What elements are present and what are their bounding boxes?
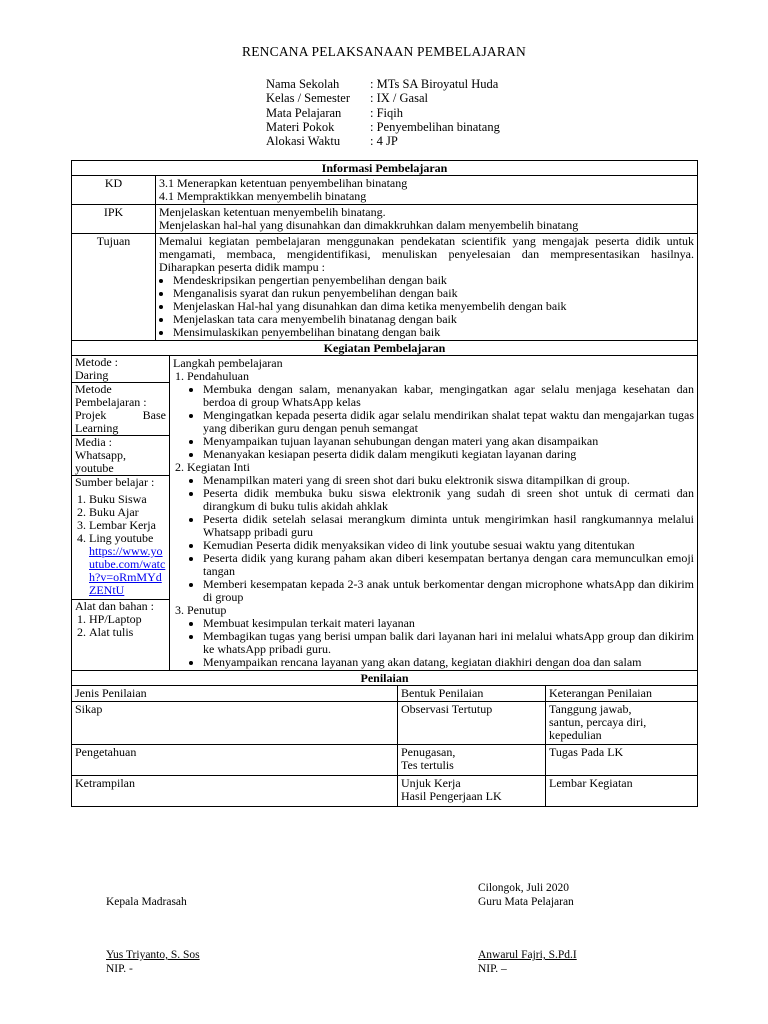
langkah-title: Langkah pembelajaran xyxy=(173,356,283,370)
list-item: • Menjelaskan tata cara menyembelih binatanag dengan baik xyxy=(173,313,694,326)
metode-value: Daring xyxy=(75,368,109,382)
metode-box xyxy=(72,356,169,383)
list-item: 1. Buku Siswa xyxy=(89,493,166,506)
sumber-label: Sumber belajar : xyxy=(75,475,155,489)
kegiatan-side xyxy=(72,356,170,671)
list-item: • Menjelaskan Hal-hal yang disunahkan dan dima ketika menyembelih dengan baik xyxy=(173,300,694,313)
info-heading: Informasi Pembelajaran xyxy=(72,161,698,176)
table-row xyxy=(72,776,698,807)
table-cell xyxy=(398,776,546,807)
alat-list xyxy=(75,613,166,639)
sumber-box xyxy=(72,476,169,600)
table-row xyxy=(72,702,698,745)
table-cell xyxy=(398,745,546,776)
langkah-content xyxy=(170,356,698,671)
tujuan-label: Tujuan xyxy=(72,234,156,341)
identity-row xyxy=(266,134,500,148)
identity-row xyxy=(266,77,500,91)
langkah-section xyxy=(187,604,694,669)
identity-value: : Penyembelihan binatang xyxy=(370,119,500,134)
kegiatan-heading: Kegiatan Pembelajaran xyxy=(72,341,698,356)
table-cell xyxy=(546,776,698,807)
cell-line: Hasil Pengerjaan LK xyxy=(401,789,502,803)
identity-value: : MTs SA Biroyatul Huda xyxy=(370,77,499,91)
media-label: Media : xyxy=(75,435,112,449)
ipk-content xyxy=(156,205,698,234)
ipk-line: Menjelaskan hal-hal yang disunahkan dan dimakkruhkan dalam menyembelih binatang xyxy=(159,218,579,232)
ipk-line: Menjelaskan ketentuan menyembelih binatang. xyxy=(159,205,386,219)
sumber-list xyxy=(75,493,166,597)
tujuan-text: Memalui kegiatan pembelajaran menggunakan pendekatan scientifik yang mengajak peserta didik untuk mengamati, membaca, mengidentifikasi, menuliskan penyelesaian dan mempresentasikan hasilnya. Diharapkan peserta didik mampu : xyxy=(159,234,694,274)
document-title: RENCANA PELAKSANAAN PEMBELAJARAN xyxy=(242,44,526,59)
section-bullets xyxy=(187,617,694,669)
list-item: • Peserta didik setelah selasai merangkum diminta untuk mengirimkan hasil rangkumannya melalui Whatsapp pribadi guru xyxy=(203,513,694,539)
langkah-list xyxy=(173,370,694,669)
table-cell: Sikap xyxy=(72,702,398,745)
list-item: 2. Alat tulis xyxy=(89,626,166,639)
kd-content xyxy=(156,176,698,205)
langkah-section xyxy=(187,370,694,461)
identity-value: : IX / Gasal xyxy=(370,91,428,106)
identity-label: Mata Pelajaran xyxy=(266,105,342,120)
media-box xyxy=(72,436,169,476)
list-item: • Kemudian Peserta didik menyaksikan video di link youtube sesuai waktu yang ditentukan xyxy=(203,539,694,552)
section-bullets xyxy=(187,383,694,461)
cell-line: Tanggung jawab, xyxy=(549,702,632,716)
identity-label: Materi Pokok xyxy=(266,119,335,134)
section-bullets xyxy=(187,474,694,604)
identity-row xyxy=(266,120,500,134)
identity-label: Kelas / Semester xyxy=(266,91,351,106)
cell-line: Lembar Kegiatan xyxy=(549,776,633,790)
identity-row xyxy=(266,106,500,120)
section-title: Penutup xyxy=(187,603,227,617)
metode-label: Metode : xyxy=(75,355,118,369)
alat-label: Alat dan bahan : xyxy=(75,599,154,613)
identity-value: : 4 JP xyxy=(370,134,398,149)
tujuan-list xyxy=(159,274,694,339)
left-role: Kepala Madrasah xyxy=(106,896,187,908)
cell-line: Penugasan, xyxy=(401,745,456,759)
section-title: Kegiatan Inti xyxy=(187,460,250,474)
place-date: Cilongok, Juli 2020 xyxy=(478,882,570,894)
list-item: • Menanyakan kesiapan peserta didik dalam mengikuti kegiatan layanan daring xyxy=(203,448,694,461)
kd-line: 3.1 Menerapkan ketentuan penyembelihan binatang xyxy=(159,176,408,190)
right-nip: NIP. – xyxy=(478,963,507,975)
right-name: Anwarul Fajri, S.Pd.I xyxy=(478,949,577,961)
identity-row xyxy=(266,91,500,105)
table-cell xyxy=(398,702,546,745)
list-item: • Mengingatkan kepada peserta didik agar selalu mendirikan shalat tepat waktu dan mengajarkan tugas yang diberikan guru dengan penuh semangat xyxy=(203,409,694,435)
penilaian-heading: Penilaian xyxy=(72,671,698,686)
identity-label: Nama Sekolah xyxy=(266,77,340,91)
model-label: Metode Pembelajaran : xyxy=(75,382,147,409)
left-name: Yus Triyanto, S. Sos xyxy=(106,949,200,961)
list-item: • Membuat kesimpulan terkait materi layanan xyxy=(203,617,694,630)
list-item: • Menganalisis syarat dan rukun penyembelihan dengan baik xyxy=(173,287,694,300)
list-item: • Menyampaikan rencana layanan yang akan datang, kegiatan diakhiri dengan doa dan salam xyxy=(203,656,694,669)
identity-label: Alokasi Waktu xyxy=(266,134,341,149)
column-header: Keterangan Penilaian xyxy=(546,686,698,702)
list-item: 1. HP/Laptop xyxy=(89,613,166,626)
right-role: Guru Mata Pelajaran xyxy=(478,896,574,908)
list-item: • Peserta didik membuka buku siswa elektronik yang sudah di sreen shot untuk di cermati dan dirangkum di buku tulis akidah ahklak xyxy=(203,487,694,513)
list-item: • Menyampaikan tujuan layanan sehubungan dengan materi yang akan disampaikan xyxy=(203,435,694,448)
ipk-label: IPK xyxy=(72,205,156,234)
list-item: • Mensimulaskikan penyembelihan binatang dengan baik xyxy=(173,326,694,339)
model-value: Projek Base Learning xyxy=(75,408,166,435)
column-header: Jenis Penilaian xyxy=(72,686,398,702)
table-row xyxy=(72,745,698,776)
list-item: 2. Buku Ajar xyxy=(89,506,166,519)
media-value: Whatsapp, youtube xyxy=(75,448,126,475)
list-item xyxy=(89,532,166,597)
tujuan-content xyxy=(156,234,698,341)
cell-line: Tes tertulis xyxy=(401,758,454,772)
kd-label: KD xyxy=(72,176,156,205)
table-cell xyxy=(546,745,698,776)
alat-box xyxy=(72,600,169,639)
column-header: Bentuk Penilaian xyxy=(398,686,546,702)
model-box xyxy=(72,383,169,436)
sumber-item-label: Ling youtube xyxy=(89,531,154,545)
list-item: • Peserta didik yang kurang paham akan diberi kesempatan bertanya dengan cara memunculkan emoji tangan xyxy=(203,552,694,578)
cell-line: santun, percaya diri, xyxy=(549,715,647,729)
rpp-table xyxy=(71,160,698,807)
section-title: Pendahuluan xyxy=(187,369,249,383)
list-item: • Menampilkan materi yang di sreen shot dari buku elektronik siswa ditampilkan di group. xyxy=(203,474,694,487)
cell-line: Unjuk Kerja xyxy=(401,776,461,790)
list-item: • Memberi kesempatan kepada 2-3 anak untuk berkomentar dengan microphone whatsApp dan dikirim di group xyxy=(203,578,694,604)
table-cell xyxy=(546,702,698,745)
list-item: • Membagikan tugas yang berisi umpan balik dari layanan hari ini melalui whatsApp group dan dikirim ke whatsApp pribadi guru. xyxy=(203,630,694,656)
table-cell: Pengetahuan xyxy=(72,745,398,776)
list-item: • Membuka dengan salam, menanyakan kabar, mengingatkan agar selalu menjaga kesehatan dan berdoa di group WhatsApp kelas xyxy=(203,383,694,409)
identity-block xyxy=(266,77,500,148)
list-item: • Mendeskripsikan pengertian penyembelihan dengan baik xyxy=(173,274,694,287)
kd-line: 4.1 Mempraktikkan menyembelih binatang xyxy=(159,189,367,203)
cell-line: Tugas Pada LK xyxy=(549,745,624,759)
cell-line: kepedulian xyxy=(549,728,602,742)
youtube-link[interactable]: https://www.youtube.com/watch?v=oRmMYdZENtU xyxy=(89,544,166,597)
list-item: 3. Lembar Kerja xyxy=(89,519,166,532)
cell-line: Observasi Tertutup xyxy=(401,702,493,716)
langkah-section xyxy=(187,461,694,604)
identity-value: : Fiqih xyxy=(370,105,403,120)
table-cell: Ketrampilan xyxy=(72,776,398,807)
left-nip: NIP. - xyxy=(106,963,133,975)
